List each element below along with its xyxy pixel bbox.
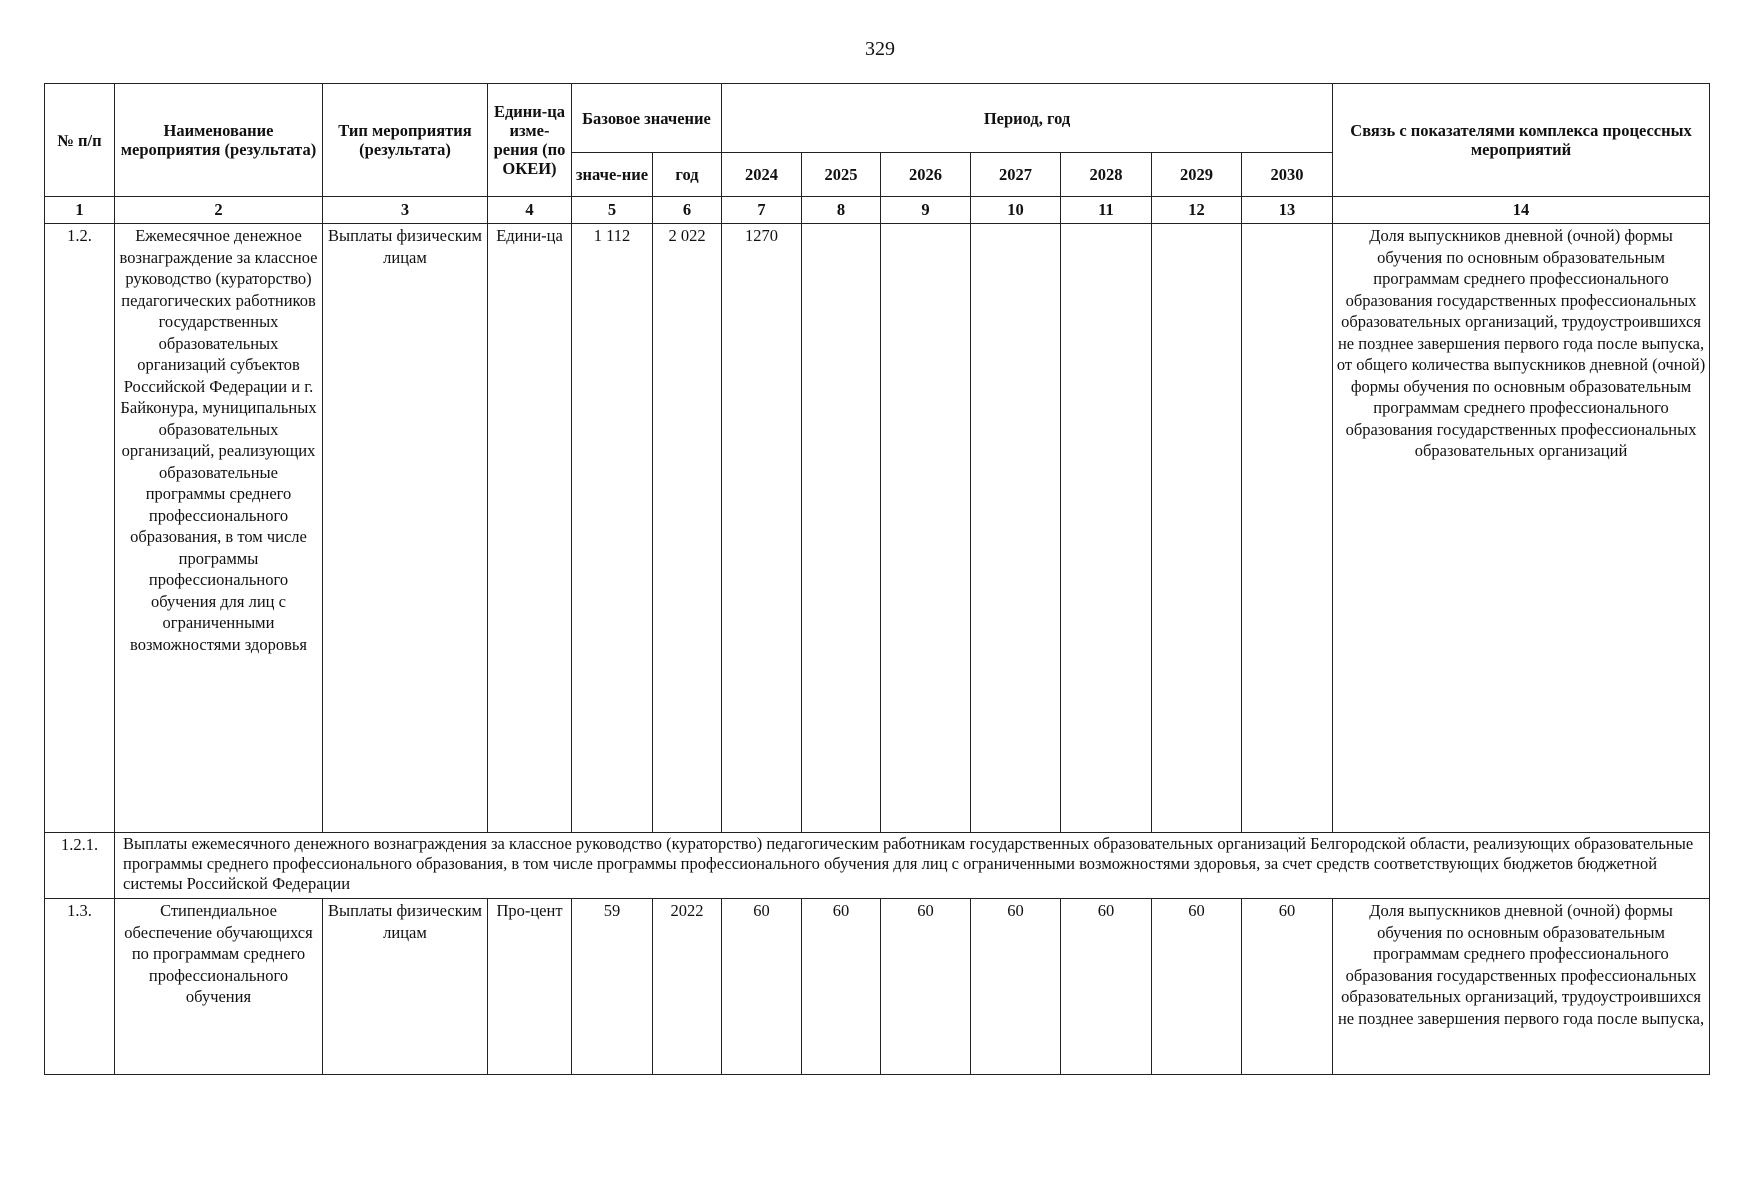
column-number: 7 (722, 197, 802, 224)
header-type: Тип мероприятия (результата) (323, 84, 488, 197)
header-link: Связь с показателями комплекса процессных мероприятий (1333, 84, 1710, 197)
header-year: 2024 (722, 153, 802, 197)
header-year: 2030 (1242, 153, 1333, 197)
base-year: 2022 (653, 899, 722, 1075)
table-row (45, 224, 1710, 833)
table-row (45, 899, 1710, 1075)
year-value (1152, 224, 1242, 833)
column-number: 9 (881, 197, 971, 224)
year-value (802, 224, 881, 833)
base-year: 2 022 (653, 224, 722, 833)
header-year: 2025 (802, 153, 881, 197)
base-value: 1 112 (572, 224, 653, 833)
activity-name: Стипендиальное обеспечение обучающихся по программам среднего профессионального обучения (115, 899, 323, 1075)
year-value: 60 (802, 899, 881, 1075)
year-value (1242, 224, 1333, 833)
header-year: 2027 (971, 153, 1061, 197)
year-value: 60 (722, 899, 802, 1075)
activity-type: Выплаты физическим лицам (323, 899, 488, 1075)
page-number: 329 (865, 38, 895, 60)
header-year: 2026 (881, 153, 971, 197)
header-base-year: год (653, 153, 722, 197)
column-number: 1 (45, 197, 115, 224)
year-value (1061, 224, 1152, 833)
unit: Про-цент (488, 899, 572, 1075)
table-row (45, 833, 1710, 899)
header-row-1 (45, 84, 1710, 153)
year-value: 60 (881, 899, 971, 1075)
base-value: 59 (572, 899, 653, 1075)
column-number: 3 (323, 197, 488, 224)
header-year: 2029 (1152, 153, 1242, 197)
header-base: Базовое значение (572, 84, 722, 153)
year-value: 60 (1242, 899, 1333, 1075)
sub-activity-text: Выплаты ежемесячного денежного вознаграждения за классное руководство (кураторство) педагогическим работникам государственных образовательных организаций Белгородской области, реализующих образовательные программы среднего профессионального образования, в том числе программы профессионального обучения для лиц с ограниченными возможностями здоровья, за счет средств соответствующих бюджетов бюджетной системы Российской Федерации (115, 833, 1710, 899)
column-number: 5 (572, 197, 653, 224)
column-number: 2 (115, 197, 323, 224)
row-num: 1.2.1. (45, 833, 115, 899)
header-num: № п/п (45, 84, 115, 197)
column-number-row (45, 197, 1710, 224)
column-number: 4 (488, 197, 572, 224)
year-value: 60 (1061, 899, 1152, 1075)
activities-table (44, 83, 1710, 1075)
header-year: 2028 (1061, 153, 1152, 197)
column-number: 6 (653, 197, 722, 224)
unit: Едини-ца (488, 224, 572, 833)
activity-type: Выплаты физическим лицам (323, 224, 488, 833)
row-num: 1.3. (45, 899, 115, 1075)
column-number: 12 (1152, 197, 1242, 224)
linked-indicator: Доля выпускников дневной (очной) формы обучения по основным образовательным программам среднего профессионального образования государственных профессиональных образовательных организаций, трудоустроившихся не позднее завершения первого года после выпуска, от общего количества выпускников дневной (очной) формы обучения по основным образовательным программам среднего профессионального образования государственных профессиональных образовательных организаций (1333, 224, 1710, 833)
row-num: 1.2. (45, 224, 115, 833)
header-name: Наименование мероприятия (результата) (115, 84, 323, 197)
header-unit: Едини-ца изме-рения (по ОКЕИ) (488, 84, 572, 197)
year-value: 60 (971, 899, 1061, 1075)
header-base-value: значе-ние (572, 153, 653, 197)
column-number: 8 (802, 197, 881, 224)
column-number: 14 (1333, 197, 1710, 224)
column-number: 11 (1061, 197, 1152, 224)
year-value: 60 (1152, 899, 1242, 1075)
activity-name: Ежемесячное денежное вознаграждение за классное руководство (кураторство) педагогических работников государственных образовательных организаций субъектов Российской Федерации и г. Байконура, муниципальных образовательных организаций, реализующих образовательные программы среднего профессионального образования, в том числе программы профессионального обучения для лиц с ограниченными возможностями здоровья (115, 224, 323, 833)
column-number: 10 (971, 197, 1061, 224)
linked-indicator: Доля выпускников дневной (очной) формы обучения по основным образовательным программам среднего профессионального образования государственных профессиональных образовательных организаций, трудоустроившихся не позднее завершения первого года после выпуска, (1333, 899, 1710, 1075)
year-value: 1270 (722, 224, 802, 833)
header-period: Период, год (722, 84, 1333, 153)
column-number: 13 (1242, 197, 1333, 224)
year-value (881, 224, 971, 833)
year-value (971, 224, 1061, 833)
